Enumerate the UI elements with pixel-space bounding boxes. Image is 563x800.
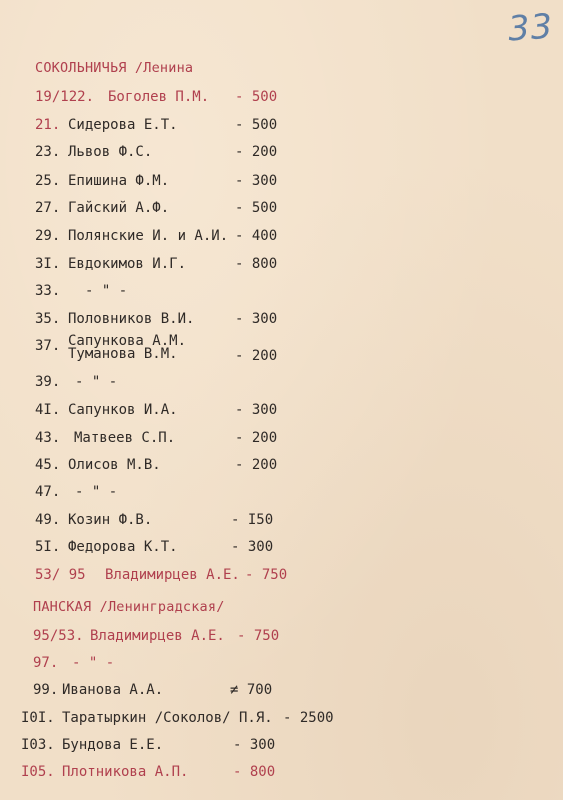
entry-name: Сапункова А.М. [68,333,187,349]
entry-name-second: Туманова В.М. [68,346,178,362]
entry-number: I0I. [21,710,55,726]
entry-amount: - 400 [235,228,278,244]
entry-amount: - 750 [245,567,288,583]
entry-amount: ≠ 700 [230,682,273,698]
entry-amount: - 300 [231,539,274,555]
entry-ditto: - " - [75,484,118,500]
entry-name: Евдокимов И.Г. [68,256,187,272]
entry-name: Иванова А.А. [62,682,164,698]
entry-name: Полянские И. и А.И. [68,228,229,244]
entry-number: I03. [21,737,55,753]
entry-name: Козин Ф.В. [68,512,153,528]
entry-number: 23. [35,144,61,160]
entry-amount: - 500 [235,117,278,133]
entry-amount: - 500 [235,89,278,105]
entry-number: 19/122. [35,89,95,105]
entry-amount: - 200 [235,430,278,446]
entry-name: Федорова К.Т. [68,539,178,555]
entry-number: 99. [33,682,59,698]
entry-amount: - 300 [235,402,278,418]
entry-ditto: - " - [75,374,118,390]
entry-number: 35. [35,311,61,327]
entry-amount: - I50 [231,512,274,528]
entry-amount: - 2500 [283,710,334,726]
entry-name: Матвеев С.П. [74,430,176,446]
entry-amount: - 300 [235,173,278,189]
entry-name: Бундова Е.Е. [62,737,164,753]
entry-number: 25. [35,173,61,189]
entry-amount: - 300 [233,737,276,753]
entry-name: Владимирцев А.Е. [105,567,240,583]
entry-number: 47. [35,484,61,500]
entry-number: 53/ 95 [35,567,86,583]
entry-number: 4I. [35,402,61,418]
entry-name: Таратыркин /Соколов/ П.Я. [62,710,273,726]
entry-name: Гайский А.Ф. [68,200,170,216]
entry-amount: - 200 [235,457,278,473]
entry-number: 49. [35,512,61,528]
entry-number: 39. [35,374,61,390]
entry-ditto: - " - [85,283,128,299]
entry-name: Плотникова А.П. [62,764,189,780]
entry-name: Сидерова Е.Т. [68,117,178,133]
entry-name: Половников В.И. [68,311,195,327]
entry-number: 43. [35,430,61,446]
entry-number: 5I. [35,539,61,555]
entry-amount: - 200 [235,144,278,160]
entry-amount: - 500 [235,200,278,216]
street-heading-panskaya: ПАНСКАЯ /Ленинградская/ [33,599,225,615]
street-heading-sokolnichya: СОКОЛЬНИЧЬЯ /Ленина [35,60,194,76]
entry-amount: - 800 [235,256,278,272]
entry-number: 45. [35,457,61,473]
entry-amount: - 200 [235,348,278,364]
entry-name: Сапунков И.А. [68,402,178,418]
entry-number: 21. [35,117,61,133]
entry-amount: - 750 [237,628,280,644]
entry-amount: - 800 [233,764,276,780]
entry-name: Епишина Ф.М. [68,173,170,189]
entry-number: 95/53. [33,628,84,644]
entry-number: 97. [33,655,59,671]
entry-amount: - 300 [235,311,278,327]
entry-number: 3I. [35,256,61,272]
entry-number: 33. [35,283,61,299]
entry-number: 29. [35,228,61,244]
entry-name: Олисов М.В. [68,457,161,473]
entry-ditto: - " - [72,655,115,671]
entry-name: Львов Ф.С. [68,144,153,160]
page-number: 33 [506,6,555,50]
entry-number: 37. [35,338,61,354]
entry-number: I05. [21,764,55,780]
entry-name: Боголев П.М. [108,89,210,105]
entry-number: 27. [35,200,61,216]
entry-name: Владимирцев А.Е. [90,628,225,644]
